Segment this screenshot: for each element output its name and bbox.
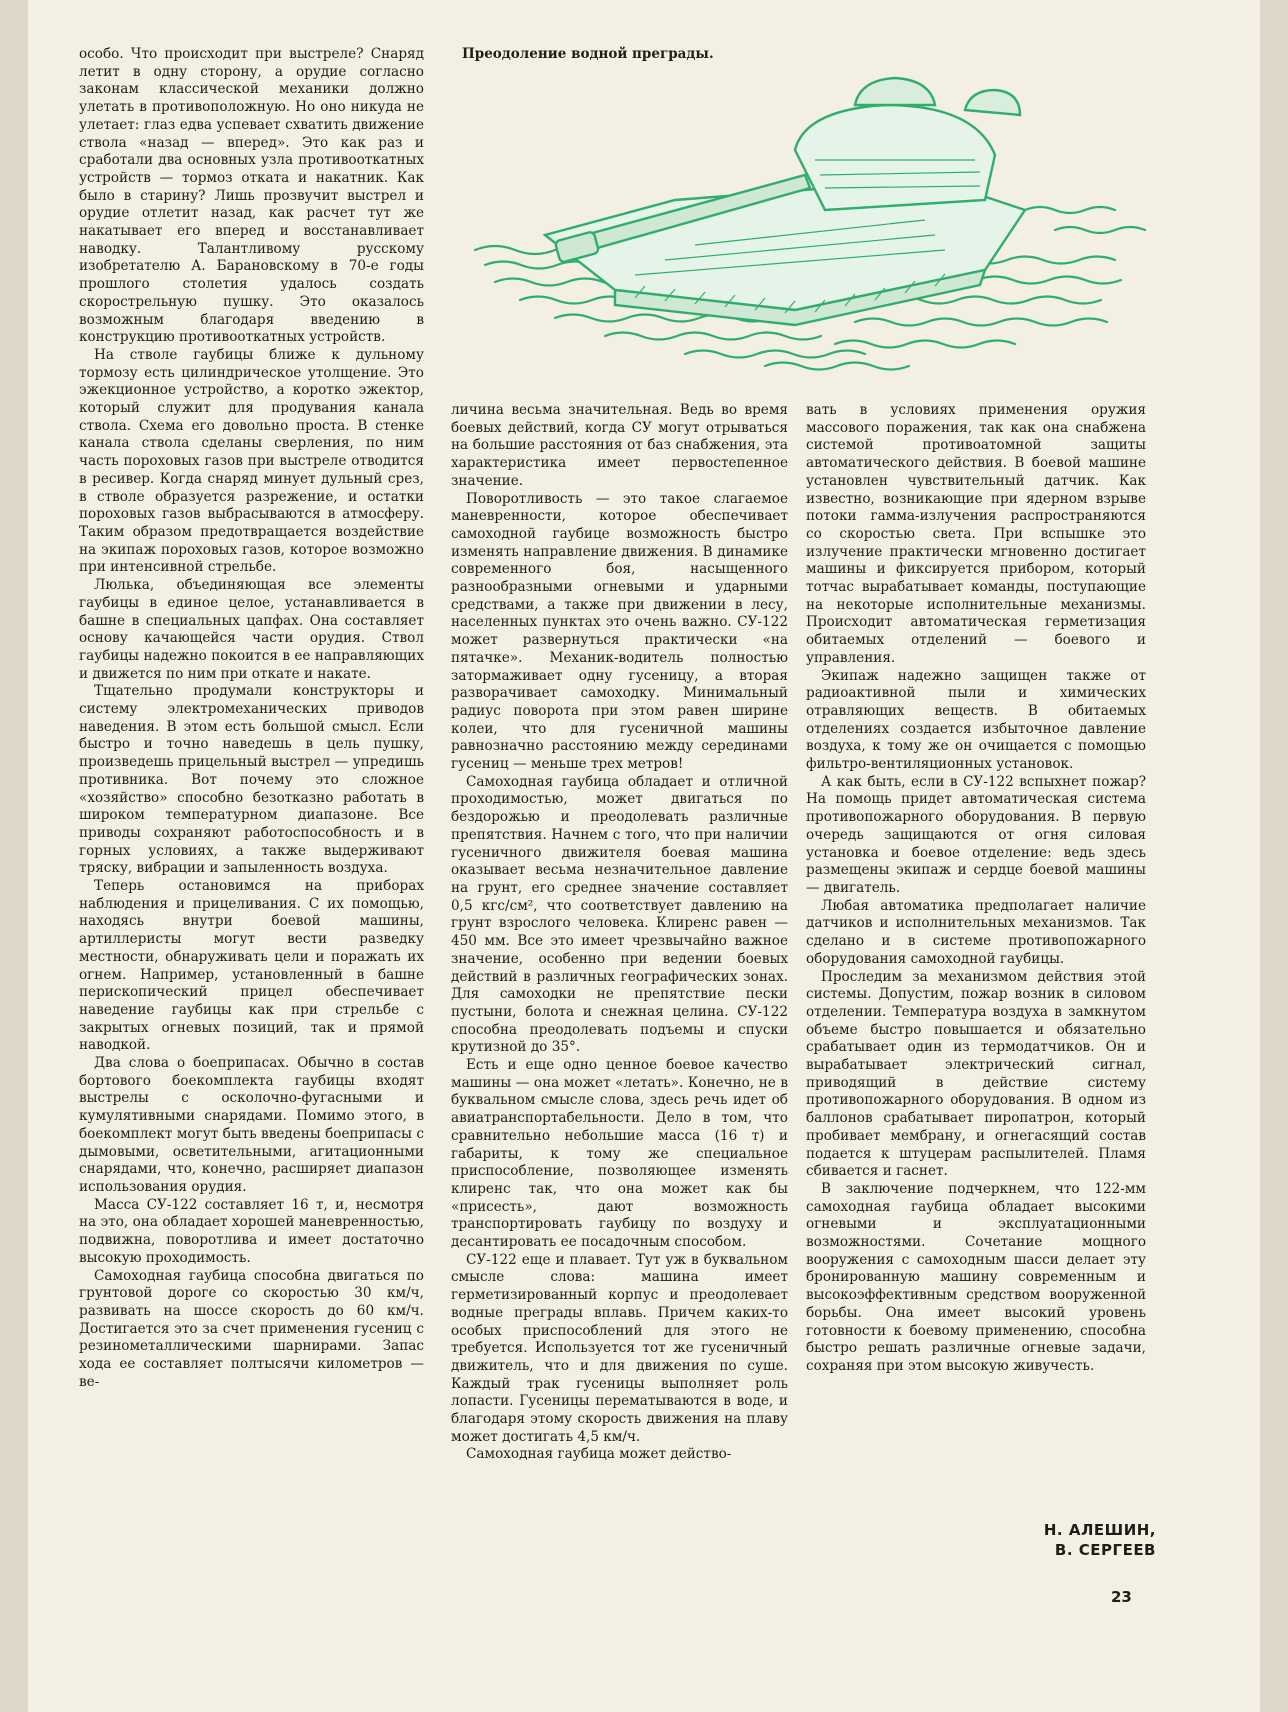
paragraph: вать в условиях применения оружия массового поражения, так как она снабжена системой противоатомной защиты автоматического действия. В боевой машине установлен чувствительный датчик. Как известно, возникающие при ядерном взрыве потоки гамма-излучения распространяются со скоростью света. При вспышке это излучение практически мгновенно достигает машины и фиксируется прибором, который тотчас вырабатывает команды, поступающие на некоторые исполнительные механизмы. Происходит автоматическая герметизация обитаемых отделений — боевого и управления.	[806, 402, 1146, 666]
paragraph: СУ-122 еще и плавает. Тут уж в буквальном смысле слова: машина имеет герметизированный корпус и преодолевает водные преграды вплавь. Причем каких-то особых приспособлений для этого не требуется. Используется тот же гусеничный движитель, что и для движения по суше. Каждый трак гусеницы выполняет роль лопасти. Гусеницы перематываются в воде, и благодаря этому скорость движения на плаву может достигать 4,5 км/ч.	[451, 1251, 788, 1445]
paragraph: Проследим за механизмом действия этой системы. Допустим, пожар возник в силовом отделении. Температура воздуха в замкнутом объеме быстро повышается и обязательно срабатывает один из термодатчиков. Он и вырабатывает электрический сигнал, приводящий в действие систему противопожарного оборудования. В одном из баллонов срабатывает пиропатрон, который пробивает мембрану, и огнегасящий состав подается к штуцерам распылителей. Пламя сбивается и гаснет.	[806, 968, 1146, 1180]
text-column-1	[79, 46, 424, 1391]
paragraph: Самоходная гаубица обладает и отличной проходимостью, может двигаться по бездорожью и преодолевать различные препятствия. Начнем с того, что при наличии гусеничного движителя боевая машина оказывает весьма незначительное давление на грунт, его среднее значение составляет 0,5 кгс/см², что соответствует давлению на грунт взрослого человека. Клиренс равен — 450 мм. Все это имеет чрезвычайно важное значение, особенно при ведении боевых действий в различных географических зонах. Для самоходки не препятствие пески пустыни, болота и снежная целина. СУ-122 способна преодолевать подъемы и спуски крутизной до 35°.	[451, 773, 788, 1056]
paragraph: личина весьма значительная. Ведь во время боевых действий, когда СУ могут отрываться на большие расстояния от баз снабжения, эта характеристика имеет первостепенное значение.	[451, 402, 788, 489]
text-column-2	[451, 402, 788, 1464]
paragraph: Есть и еще одно ценное боевое качество машины — она может «летать». Конечно, не в буквальном смысле слова, здесь речь идет об авиатранспортабельности. Дело в том, что сравнительно небольшие масса (16 т) и габариты, к тому же специальное приспособление, позволяющее изменять клиренс так, что она может как бы «присесть», дают возможность транспортировать гаубицу по воздуху и десантировать ее посадочным способом.	[451, 1057, 788, 1251]
paragraph: Теперь остановимся на приборах наблюдения и прицеливания. С их помощью, находясь внутри боевой машины, артиллеристы могут вести разведку местности, обнаруживать цели и поражать их огнем. Например, установленный в башне перископический прицел обеспечивает наведение гаубицы как при стрельбе с закрытых огневых позиций, так и прямой наводкой.	[79, 878, 424, 1054]
paragraph: В заключение подчеркнем, что 122-мм самоходная гаубица обладает высокими огневыми и эксплуатационными возможностями. Сочетание мощного вооружения с самоходным шасси делает эту бронированную машину современным и высокоэффективным средством вооруженной борьбы. Она имеет высокий уровень готовности к боевому применению, способна быстро решать различные огневые задачи, сохраняя при этом высокую живучесть.	[806, 1180, 1146, 1374]
paragraph: А как быть, если в СУ-122 вспыхнет пожар? На помощь придет автоматическая система противопожарного оборудования. В первую очередь защищаются от огня силовая установка и боевое отделение: ведь здесь размещены экипаж и сердце боевой машины — двигатель.	[806, 773, 1146, 896]
page-number: 23	[1111, 1588, 1132, 1606]
paragraph: Масса СУ-122 составляет 16 т, и, несмотря на это, она обладает хорошей маневренностью, подвижна, поворотлива и имеет достаточно высокую проходимость.	[79, 1196, 424, 1266]
paragraph: Любая автоматика предполагает наличие датчиков и исполнительных механизмов. Так сделано и в системе противопожарного оборудования самоходной гаубицы.	[806, 897, 1146, 967]
paragraph: Самоходная гаубица способна двигаться по грунтовой дороге со скоростью 30 км/ч, развивать на шоссе скорость до 60 км/ч. Достигается это за счет применения гусениц с резинометаллическими шарнирами. Запас хода ее составляет полтысячи километров — ве-	[79, 1267, 424, 1390]
illustration-caption: Преодоление водной преграды.	[462, 46, 714, 62]
text-column-3	[806, 402, 1146, 1376]
paragraph: Экипаж надежно защищен также от радиоактивной пыли и химических отравляющих веществ. В обитаемых отделениях создается избыточное давление воздуха, к тому же он очищается с помощью фильтро-вентиляционных установок.	[806, 667, 1146, 773]
author-name: В. СЕРГЕЕВ	[1054, 1541, 1156, 1559]
paragraph: На стволе гаубицы ближе к дульному тормозу есть цилиндрическое утолщение. Это эжекционное устройство, а коротко эжектор, который служит для продувания канала ствола. Схема его довольно проста. В стенке канала ствола сделаны сверления, по ним часть пороховых газов при выстреле отводится в ресивер. Когда снаряд минует дульный срез, в стволе образуется разрежение, и остатки пороховых газов выбрасываются в атмосферу. Таким образом предотвращается воздействие на экипаж пороховых газов, которое возможно при интенсивной стрельбе.	[79, 346, 424, 576]
paragraph: Люлька, объединяющая все элементы гаубицы в единое целое, устанавливается в башне в специальных цапфах. Она составляет основу качающейся части орудия. Ствол гаубицы надежно покоится в ее направляющих и движется по ним при откате и накате.	[79, 577, 424, 682]
amphibious-howitzer-illustration	[465, 60, 1153, 380]
paragraph: особо. Что происходит при выстреле? Снаряд летит в одну сторону, а орудие согласно законам классической механики должно улетать в противоположную. Но оно никуда не улетает: глаз едва успевает схватить движение ствола «назад — вперед». Это как раз и сработали два основных узла противооткатных устройств — тормоз отката и накатник. Как было в старину? Лишь прозвучит выстрел и орудие отлетит назад, как расчет тут же накатывает его вперед и восстанавливает наводку. Талантливому русскому изобретателю А. Барановскому в 70-е годы прошлого столетия удалось создать скорострельную пушку. Это оказалось возможным благодаря введению в конструкцию противооткатных устройств.	[79, 46, 424, 346]
magazine-page	[28, 0, 1260, 1712]
paragraph: Самоходная гаубица может действо-	[466, 1446, 732, 1463]
author-name: Н. АЛЕШИН,	[1043, 1521, 1156, 1539]
paragraph: Поворотливость — это такое слагаемое маневренности, которое обеспечивает самоходной гаубице возможность быстро изменять направление движения. В динамике современного боя, насыщенного разнообразными огневыми и ударными средствами, а также при движении в лесу, населенных пунктах это очень важно. СУ-122 может развернуться практически «на пятачке». Механик-водитель полностью затормаживает одну гусеницу, а вторая разворачивает самоходку. Минимальный радиус поворота при этом равен ширине колеи, что для гусеничной машины равнозначно расстоянию между серединами гусениц — меньше трех метров!	[451, 490, 788, 773]
paragraph: Тщательно продумали конструкторы и систему электромеханических приводов наведения. В этом есть большой смысл. Если быстро и точно наведешь в цель пушку, произведешь прицельный выстрел — упредишь противника. Вот почему это сложное «хозяйство» способно безотказно работать в широком температурном диапазоне. Все приводы сохраняют работоспособность и в горных условиях, а также выдерживают тряску, вибрации и запыленность воздуха.	[79, 683, 424, 877]
article-authors	[1044, 1520, 1156, 1560]
paragraph: Два слова о боеприпасах. Обычно в состав бортового боекомплекта гаубицы входят выстрелы с осколочно-фугасными и кумулятивными снарядами. Помимо этого, в боекомплект могут быть введены боеприпасы с дымовыми, осветительными, агитационными снарядами, что, конечно, расширяет диапазон использования орудия.	[79, 1055, 424, 1195]
